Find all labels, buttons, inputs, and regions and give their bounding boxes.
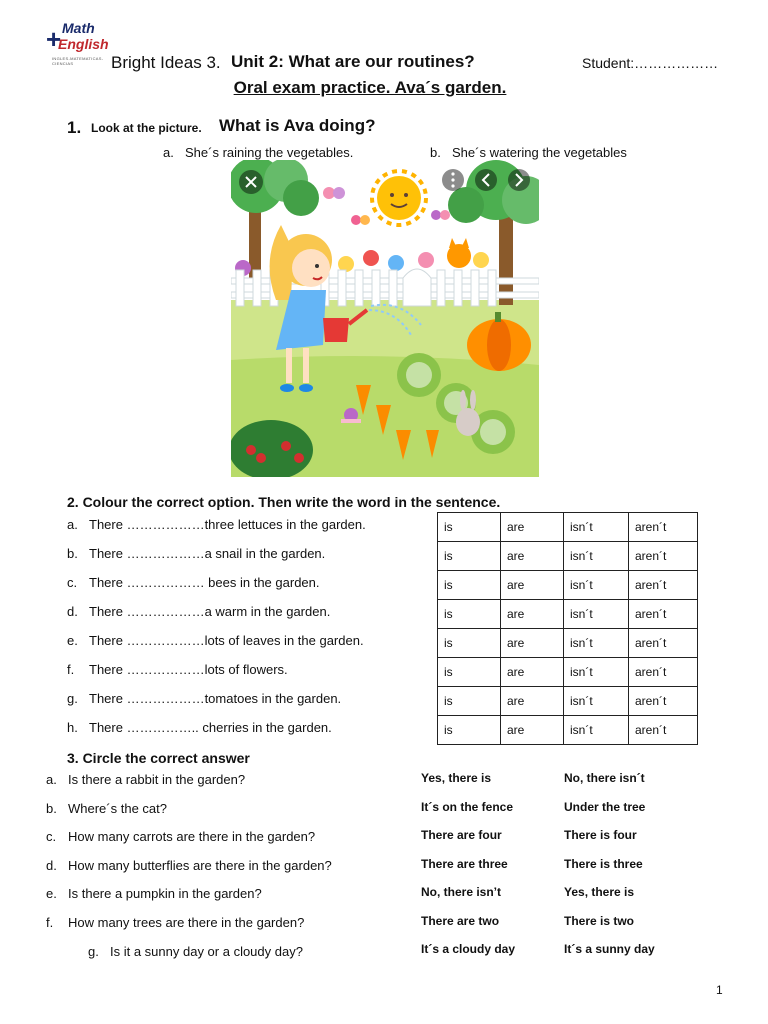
answer-option[interactable]: There are four [421, 828, 502, 842]
item-text: There ……………… bees in the garden. [89, 575, 320, 590]
choice-row [438, 571, 698, 600]
logo-line2: English [58, 36, 109, 52]
question-letter: b. [46, 801, 57, 816]
question-letter: c. [46, 829, 57, 844]
choice-arent[interactable]: aren´t [629, 658, 698, 687]
exercise-row [67, 691, 341, 706]
item-text: There ………………lots of leaves in the garden. [89, 633, 364, 648]
answer-option[interactable]: No, there isn’t [421, 885, 502, 899]
chevron-left-icon[interactable] [475, 169, 497, 191]
course-title: Bright Ideas 3. [111, 53, 221, 72]
question-row [88, 944, 408, 959]
math-english-logo [46, 20, 109, 68]
item-letter: d. [67, 604, 78, 619]
item-letter: g. [67, 691, 78, 706]
logo-line1: Math [62, 20, 95, 36]
choice-are[interactable]: are [501, 513, 564, 542]
logo-tagline: INGLES-MATEMATICAS-CIENCIAS [52, 56, 104, 66]
choice-is[interactable]: is [438, 716, 501, 745]
student-field: Student:……………… [582, 55, 719, 71]
choice-is[interactable]: is [438, 542, 501, 571]
exercise-row [67, 633, 364, 648]
choice-are[interactable]: are [501, 658, 564, 687]
question-row [46, 829, 406, 844]
question-letter: f. [46, 915, 54, 930]
unit-title: Unit 2: What are our routines? [231, 52, 475, 71]
choice-isnt[interactable]: isn´t [564, 716, 629, 745]
section3-title: 3. Circle the correct answer [67, 750, 250, 766]
exercise-row [67, 604, 330, 619]
item-text: There ………………a warm in the garden. [89, 604, 331, 619]
question-row [46, 915, 406, 930]
choice-row [438, 600, 698, 629]
question-row [46, 801, 406, 816]
item-text: There ………………a snail in the garden. [89, 546, 326, 561]
choice-isnt[interactable]: isn´t [564, 513, 629, 542]
section1-question: What is Ava doing? [219, 116, 376, 135]
item-text: There ………………three lettuces in the garden. [89, 517, 366, 532]
question-text: Is there a pumpkin in the garden? [68, 886, 262, 901]
choice-table [437, 512, 698, 745]
option-text: She´s raining the vegetables. [185, 145, 354, 160]
question-text: How many butterflies are there in the garden? [68, 858, 332, 873]
choice-are[interactable]: are [501, 600, 564, 629]
question-letter: g. [88, 944, 99, 959]
choice-are[interactable]: are [501, 571, 564, 600]
question-row [46, 858, 406, 873]
choice-isnt[interactable]: isn´t [564, 629, 629, 658]
question-letter: a. [46, 772, 57, 787]
close-icon[interactable] [239, 170, 263, 194]
choice-is[interactable]: is [438, 687, 501, 716]
choice-is[interactable]: is [438, 571, 501, 600]
choice-isnt[interactable]: isn´t [564, 542, 629, 571]
choice-is[interactable]: is [438, 629, 501, 658]
section1-option-a [163, 145, 353, 160]
section1-option-b [430, 145, 627, 160]
choice-arent[interactable]: aren´t [629, 600, 698, 629]
exercise-row [67, 517, 366, 532]
choice-row [438, 716, 698, 745]
choice-are[interactable]: are [501, 716, 564, 745]
section2-title: 2. Colour the correct option. Then write the word in the sentence. [67, 494, 501, 510]
answer-option[interactable]: There is three [564, 857, 643, 871]
answer-option[interactable]: There are three [421, 857, 508, 871]
exercise-row [67, 546, 325, 561]
choice-is[interactable]: is [438, 600, 501, 629]
question-text: Is there a rabbit in the garden? [68, 772, 246, 787]
choice-arent[interactable]: aren´t [629, 571, 698, 600]
question-text: Where´s the cat? [68, 801, 167, 816]
choice-isnt[interactable]: isn´t [564, 687, 629, 716]
item-letter: e. [67, 633, 78, 648]
choice-isnt[interactable]: isn´t [564, 658, 629, 687]
answer-option[interactable]: Yes, there is [564, 885, 635, 899]
plus-logo-icon: + [46, 24, 62, 54]
question-row [46, 886, 406, 901]
item-letter: f. [67, 662, 75, 677]
item-text: There ………………lots of flowers. [89, 662, 288, 677]
choice-isnt[interactable]: isn´t [564, 600, 629, 629]
choice-are[interactable]: are [501, 687, 564, 716]
choice-is[interactable]: is [438, 658, 501, 687]
item-text: There ………………tomatoes in the garden. [89, 691, 342, 706]
choice-arent[interactable]: aren´t [629, 513, 698, 542]
option-text: She´s watering the vegetables [452, 145, 627, 160]
answer-option[interactable]: There is two [564, 914, 635, 928]
choice-row [438, 658, 698, 687]
exercise-row [67, 662, 288, 677]
choice-row [438, 542, 698, 571]
answer-option[interactable]: Yes, there is [421, 771, 492, 785]
choice-are[interactable]: are [501, 542, 564, 571]
choice-is[interactable]: is [438, 513, 501, 542]
page-subtitle: Oral exam practice. Ava´s garden. [233, 78, 507, 97]
answer-option[interactable]: There are two [421, 914, 500, 928]
choice-arent[interactable]: aren´t [629, 542, 698, 571]
chevron-right-icon[interactable] [508, 169, 530, 191]
option-letter: a. [163, 145, 174, 160]
choice-isnt[interactable]: isn´t [564, 571, 629, 600]
question-letter: e. [46, 886, 57, 901]
section1-lead: Look at the picture. [91, 121, 202, 135]
answer-option[interactable]: It´s a cloudy day [421, 942, 516, 956]
lettuce [397, 353, 441, 397]
question-letter: d. [46, 858, 57, 873]
garden-picture [231, 160, 539, 477]
choice-arent[interactable]: aren´t [629, 629, 698, 658]
question-text: Is it a sunny day or a cloudy day? [110, 944, 303, 959]
choice-arent[interactable]: aren´t [629, 716, 698, 745]
answer-option[interactable]: No, there isn´t [564, 771, 645, 785]
item-letter: c. [67, 575, 78, 590]
exercise-row [67, 720, 332, 735]
question-row [46, 772, 406, 787]
more-vertical-icon[interactable] [442, 169, 464, 191]
choice-row [438, 687, 698, 716]
question-text: How many trees are there in the garden? [68, 915, 305, 930]
exercise-row [67, 575, 320, 590]
item-letter: h. [67, 720, 78, 735]
page-number: 1 [716, 983, 723, 997]
answer-option[interactable]: It´s a sunny day [564, 942, 655, 956]
answer-option[interactable]: Under the tree [564, 800, 646, 814]
question-text: How many carrots are there in the garden? [68, 829, 316, 844]
item-letter: a. [67, 517, 78, 532]
choice-row [438, 513, 698, 542]
section1-number: 1. [67, 118, 82, 137]
item-text: There …………….. cherries in the garden. [89, 720, 332, 735]
choice-row [438, 629, 698, 658]
option-letter: b. [430, 145, 441, 160]
answer-option[interactable]: It´s on the fence [421, 800, 514, 814]
answer-option[interactable]: There is four [564, 828, 637, 842]
choice-arent[interactable]: aren´t [629, 687, 698, 716]
choice-are[interactable]: are [501, 629, 564, 658]
item-letter: b. [67, 546, 78, 561]
